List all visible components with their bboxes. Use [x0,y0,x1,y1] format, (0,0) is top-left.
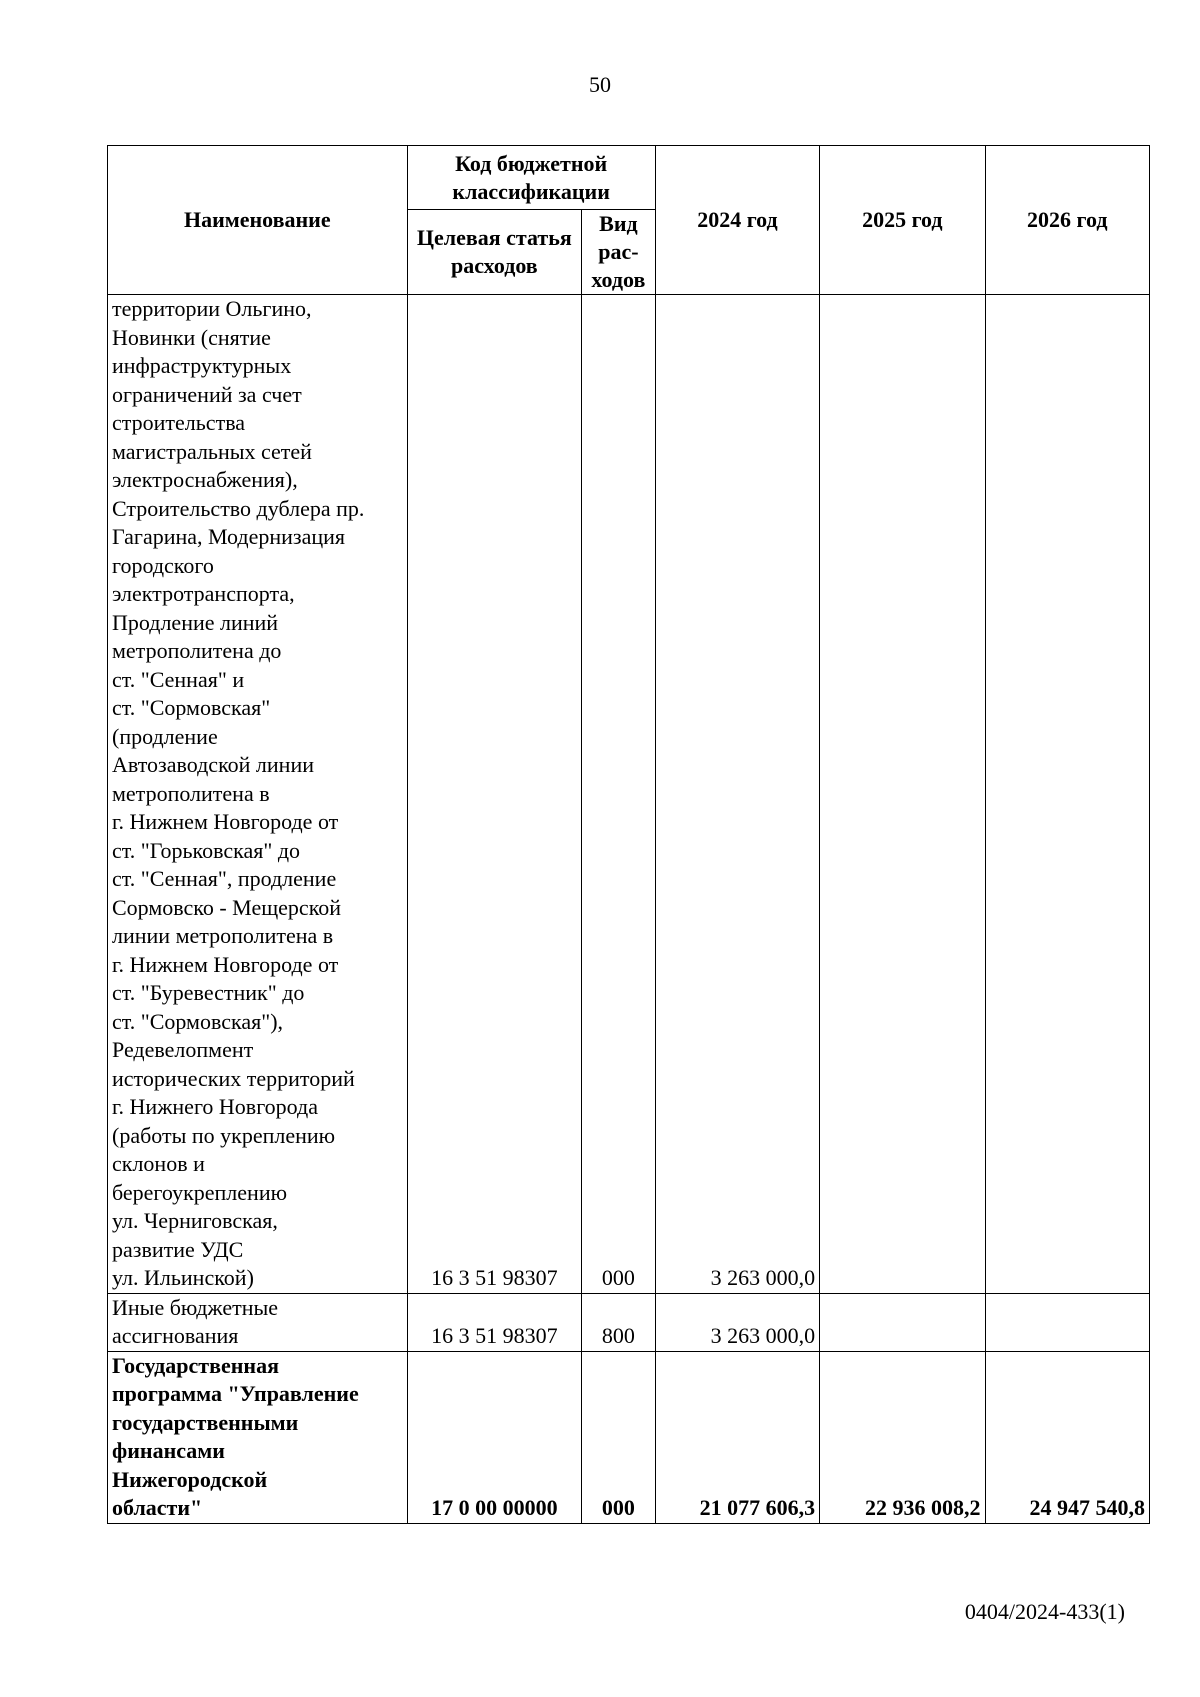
header-code-group: Код бюджетной классификации [407,146,655,210]
row-name: территории Ольгино, Новинки (снятие инфраструктурных ограничений за счет строительства магистральных сетей электроснабжения), Строительство дублера пр. Гагарина, Модернизация городского электротранспорта, Продление линий метрополитена до ст. "Сенная" и ст. "Сормовская" (продление Автозаводской линии метрополитена в г. Нижнем Новгороде от ст. "Горьковская" до ст. "Сенная", продление Сормовско - Мещерской линии метрополитена в г. Нижнем Новгороде от ст. "Буревестник" до ст. "Сормовская"), Редевелопмент исторических территорий г. Нижнего Новгорода (работы по укреплению склонов и берегоукреплению ул. Черниговская, развитие УДС ул. Ильинской) [108,295,408,1294]
row-target: 17 0 00 00000 [407,1351,582,1523]
header-year-2025: 2025 год [820,146,985,295]
row-2024: 3 263 000,0 [655,295,819,1294]
table-row [108,1351,1150,1523]
table-row [108,1293,1150,1351]
header-expense-kind: Вид рас-ходов [582,210,656,295]
row-2024: 21 077 606,3 [655,1351,819,1523]
row-name: Государственная программа "Управление государственными финансами Нижегородской области" [108,1351,408,1523]
row-2025: 22 936 008,2 [820,1351,985,1523]
page-number: 50 [589,72,611,97]
row-kind: 800 [582,1293,656,1351]
row-kind: 000 [582,1351,656,1523]
row-2026 [985,295,1149,1294]
row-target: 16 3 51 98307 [407,1293,582,1351]
budget-table [107,145,1150,1524]
table-row [108,295,1150,1294]
row-2025 [820,1293,985,1351]
header-target-article: Целевая статья расходов [407,210,582,295]
header-name: Наименование [108,146,408,295]
row-kind: 000 [582,295,656,1294]
row-2026: 24 947 540,8 [985,1351,1149,1523]
header-year-2026: 2026 год [985,146,1149,295]
row-2026 [985,1293,1149,1351]
document-code: 0404/2024-433(1) [964,1599,1125,1624]
row-name: Иные бюджетные ассигнования [108,1293,408,1351]
header-year-2024: 2024 год [655,146,819,295]
row-2024: 3 263 000,0 [655,1293,819,1351]
row-target: 16 3 51 98307 [407,295,582,1294]
row-2025 [820,295,985,1294]
